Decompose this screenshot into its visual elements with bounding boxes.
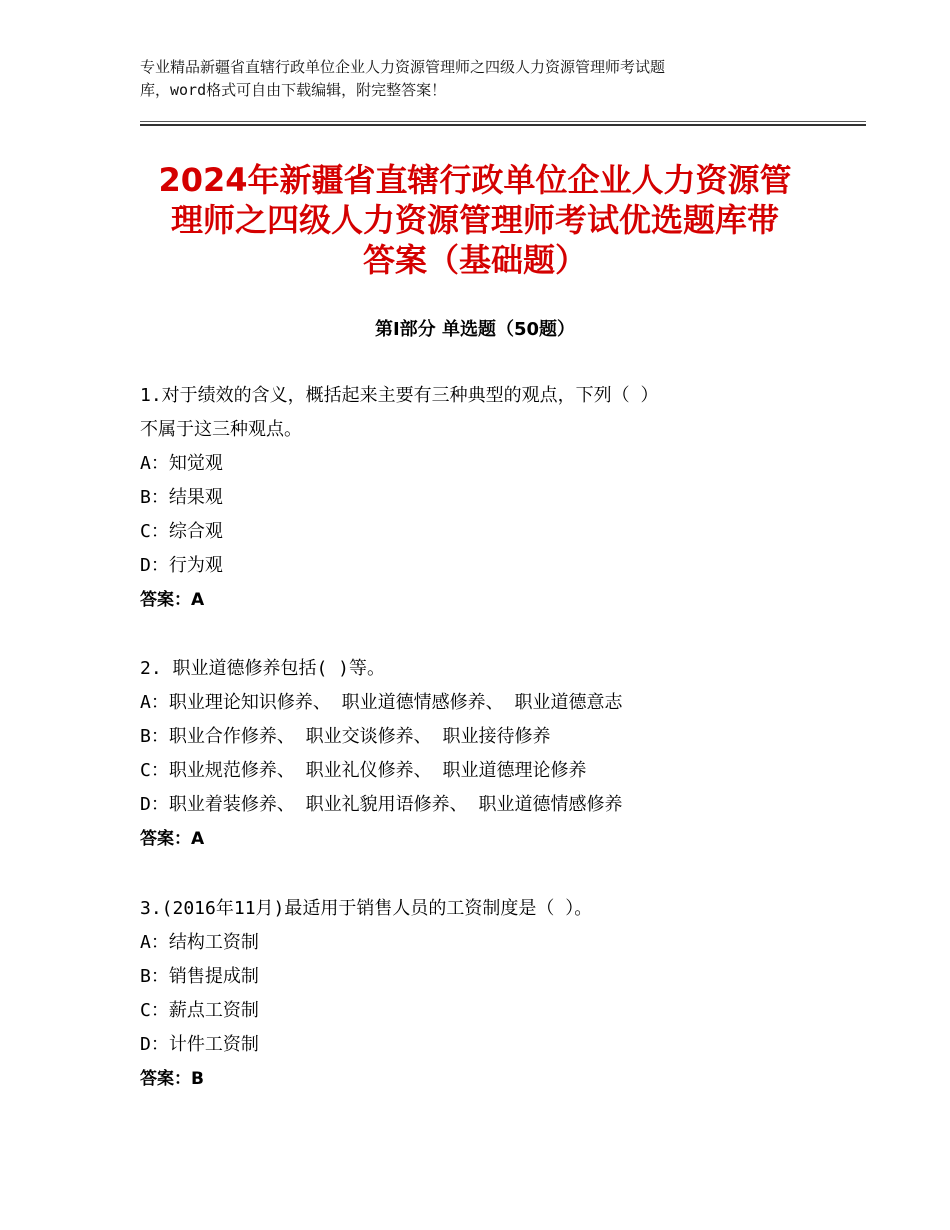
question-1-answer: 答案：A — [140, 590, 205, 610]
question-2-option-a: A：职业理论知识修养、 职业道德情感修养、 职业道德意志 — [140, 692, 623, 713]
header-note-line-1: 专业精品新疆省直辖行政单位企业人力资源管理师之四级人力资源管理师考试题 — [140, 58, 666, 76]
question-3-option-c: C：薪点工资制 — [140, 1000, 259, 1021]
question-2-stem-line-1: 2. 职业道德修养包括( )等。 — [140, 658, 386, 679]
header-note-line-2: 库，word格式可自由下载编辑，附完整答案！ — [140, 81, 447, 99]
document-title-line-1: 2024年新疆省直辖行政单位企业人力资源管 — [158, 161, 792, 199]
document-title — [90, 160, 860, 280]
question-1-stem-line-1: 1.对于绩效的含义，概括起来主要有三种典型的观点，下列（ ） — [140, 385, 659, 406]
question-3 — [140, 892, 860, 1096]
question-1 — [140, 379, 860, 617]
question-1-stem-line-2: 不属于这三种观点。 — [140, 419, 302, 440]
header-note — [140, 56, 820, 102]
question-2-option-c: C：职业规范修养、 职业礼仪修养、 职业道德理论修养 — [140, 760, 587, 781]
question-1-option-a: A：知觉观 — [140, 453, 223, 474]
question-2-answer: 答案：A — [140, 829, 205, 849]
question-3-option-b: B：销售提成制 — [140, 966, 259, 987]
section-title: 第Ⅰ部分 单选题（50题） — [374, 319, 575, 340]
question-2-option-b: B：职业合作修养、 职业交谈修养、 职业接待修养 — [140, 726, 551, 747]
question-3-option-d: D：计件工资制 — [140, 1034, 259, 1055]
question-2-option-d: D：职业着装修养、 职业礼貌用语修养、 职业道德情感修养 — [140, 794, 623, 815]
header-divider-thick — [140, 124, 866, 126]
question-1-option-c: C：综合观 — [140, 521, 223, 542]
document-title-line-2: 理师之四级人力资源管理师考试优选题库带 — [170, 201, 779, 239]
question-3-stem-line-1: 3.(2016年11月)最适用于销售人员的工资制度是（ ）。 — [140, 898, 593, 919]
document-title-line-3: 答案（基础题） — [362, 241, 587, 279]
question-1-option-b: B：结果观 — [140, 487, 223, 508]
question-3-answer: 答案：B — [140, 1069, 204, 1089]
question-3-option-a: A：结构工资制 — [140, 932, 259, 953]
header-divider-thin — [140, 121, 866, 122]
question-1-option-d: D：行为观 — [140, 555, 223, 576]
question-2 — [140, 652, 860, 856]
